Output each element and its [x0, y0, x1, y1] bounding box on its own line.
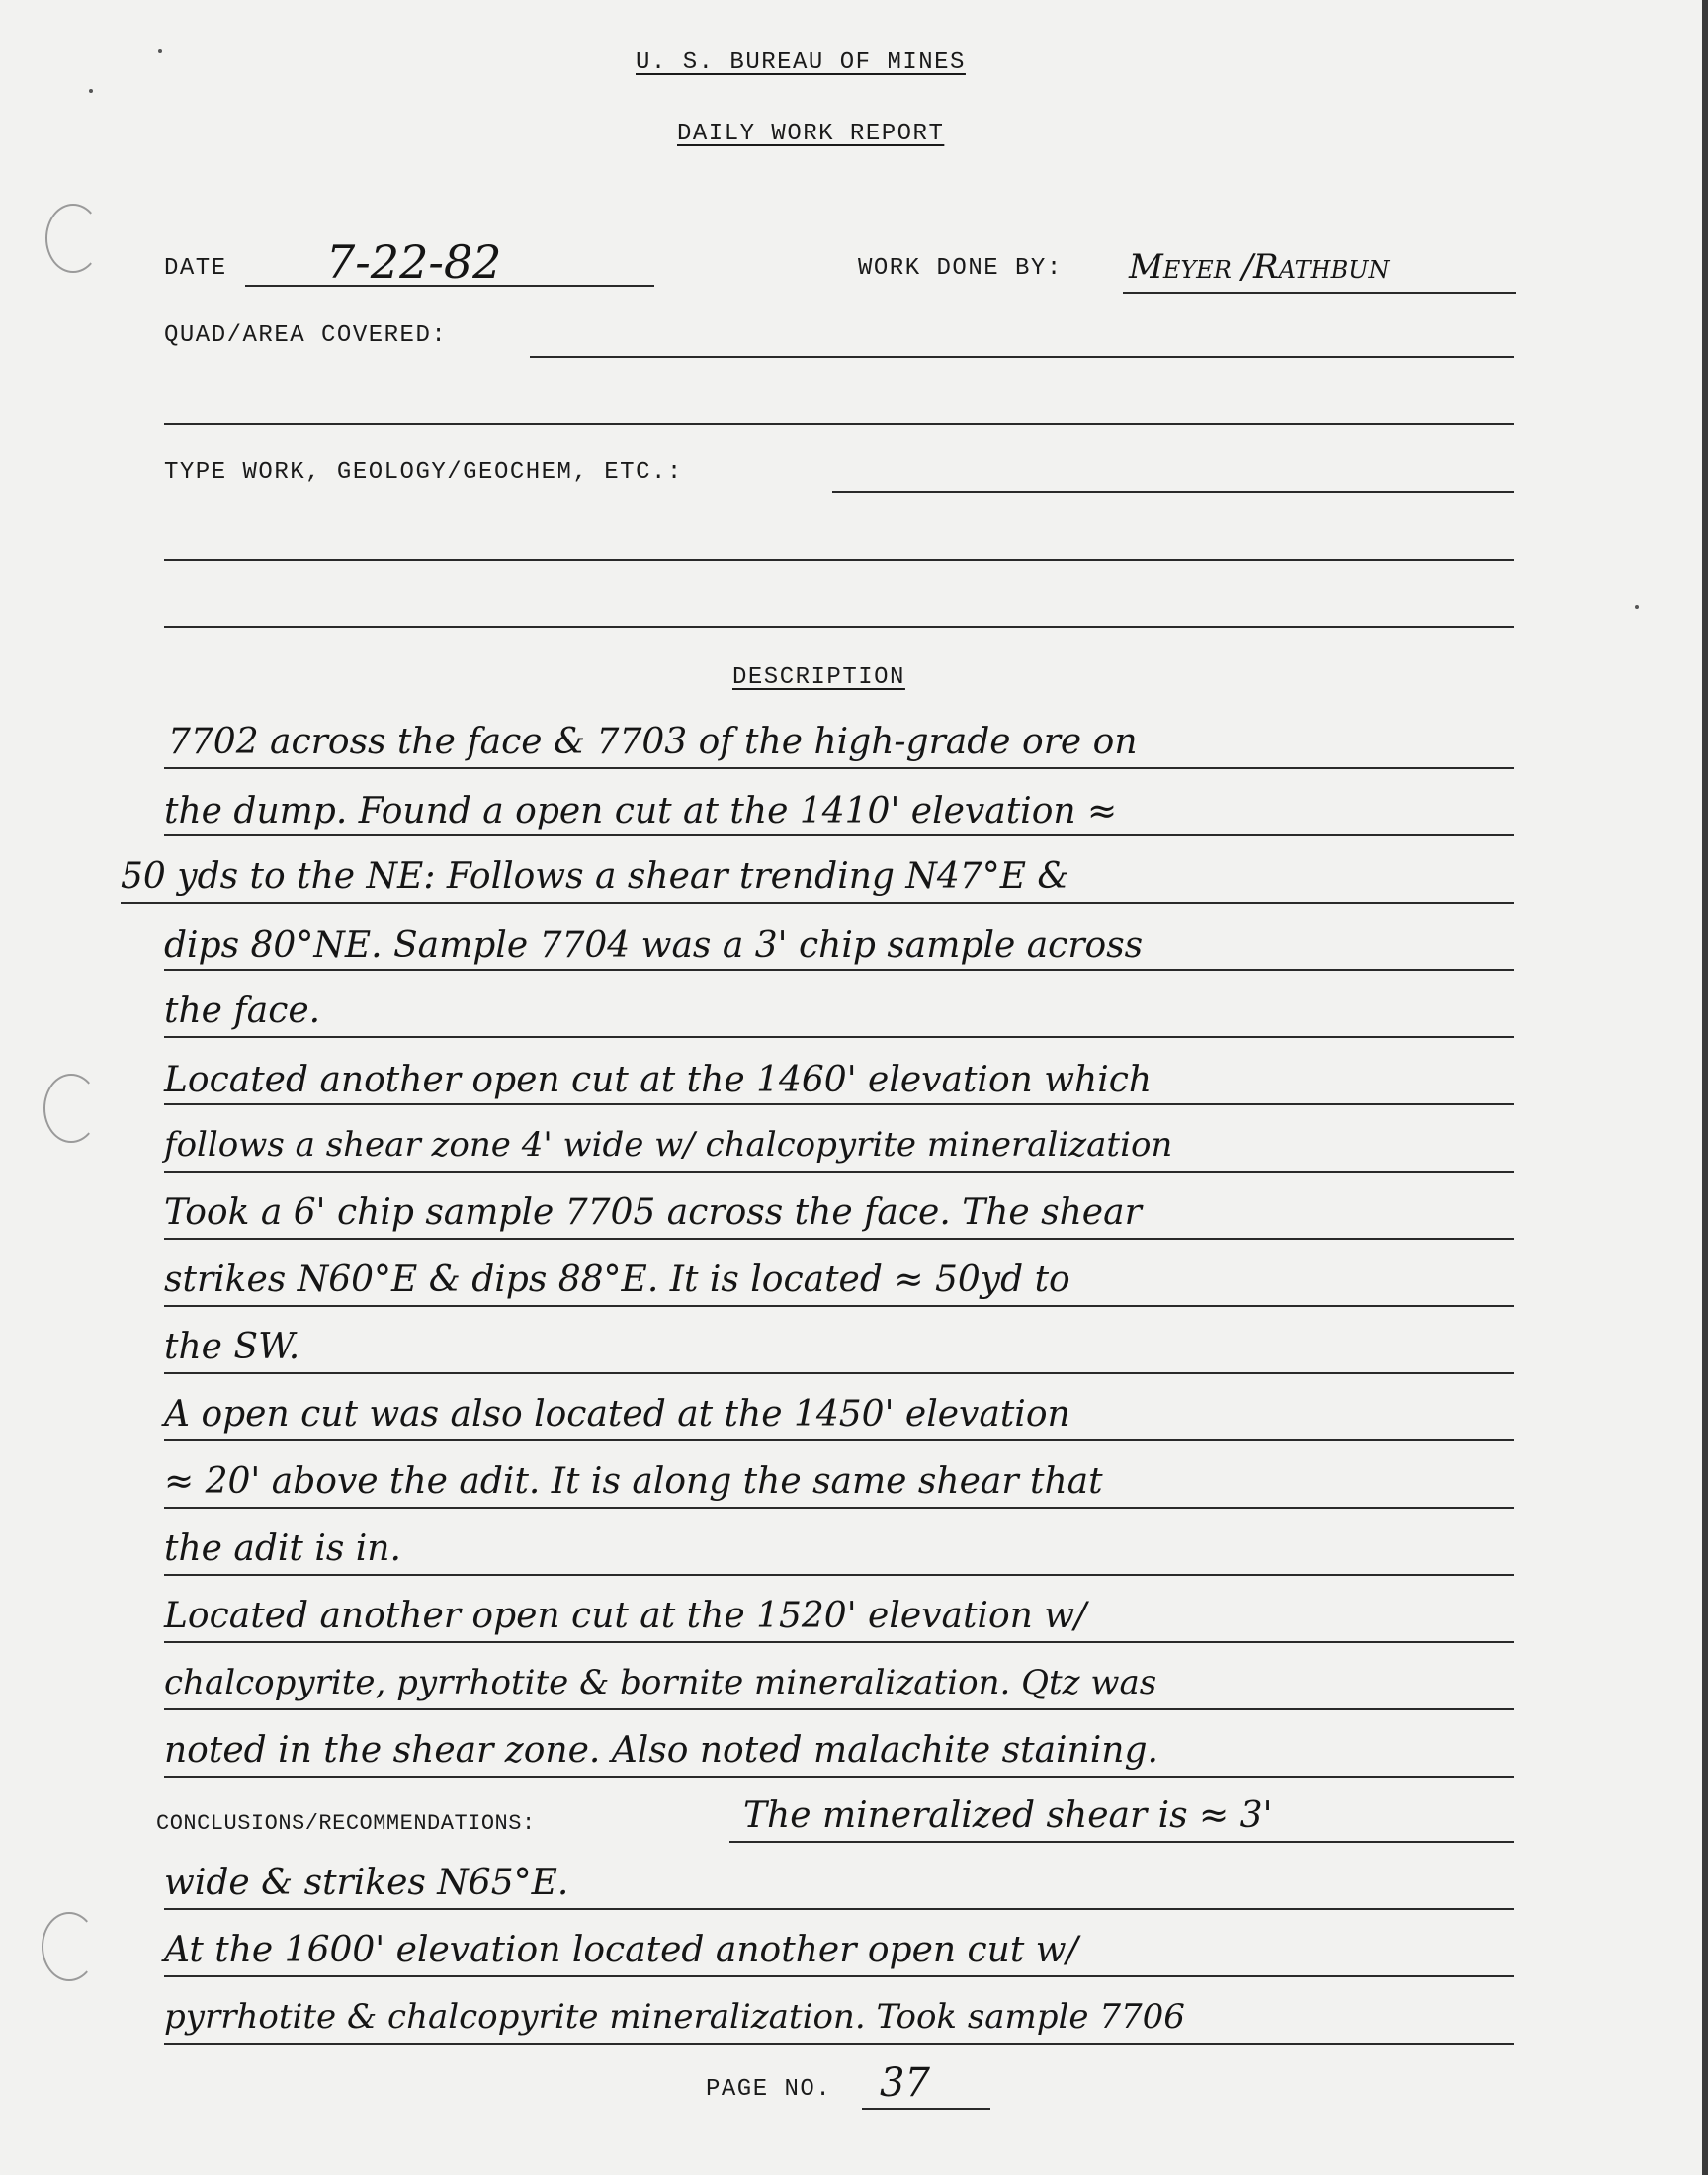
- description-line: the SW.: [164, 1327, 300, 1367]
- type-work-rule-2: [164, 559, 1514, 561]
- work-done-by-rule: [1123, 292, 1516, 294]
- description-rule: [164, 1507, 1514, 1509]
- type-work-label: TYPE WORK, GEOLOGY/GEOCHEM, ETC.:: [164, 459, 683, 485]
- description-line: Took a 6' chip sample 7705 across the face. The shear: [164, 1192, 1142, 1233]
- description-rule: [164, 969, 1514, 971]
- quad-area-rule-1: [530, 356, 1514, 358]
- page-number-rule: [862, 2108, 990, 2110]
- description-line: 50 yds to the NE: Follows a shear trending N47°E &: [121, 856, 1069, 897]
- conclusions-label: CONCLUSIONS/RECOMMENDATIONS:: [156, 1811, 536, 1836]
- description-rule: [164, 1372, 1514, 1374]
- description-heading: DESCRIPTION: [732, 664, 905, 691]
- description-line: 7702 across the face & 7703 of the high-grade ore on: [168, 722, 1138, 762]
- description-line: the adit is in.: [164, 1528, 401, 1569]
- conclusions-rule: [729, 1841, 1514, 1843]
- scan-speck: [158, 49, 162, 53]
- punch-hole-bottom: [42, 1912, 97, 1981]
- conclusions-rule: [164, 2043, 1514, 2044]
- description-rule: [121, 902, 1514, 904]
- quad-area-rule-2: [164, 423, 1514, 425]
- description-line: Located another open cut at the 1520' elevation w/: [164, 1596, 1087, 1636]
- description-rule: [164, 1238, 1514, 1240]
- scan-speck: [89, 89, 93, 93]
- description-line: dips 80°NE. Sample 7704 was a 3' chip sample across: [164, 925, 1144, 966]
- type-work-rule-3: [164, 626, 1514, 628]
- description-line: Located another open cut at the 1460' elevation which: [164, 1060, 1153, 1100]
- description-line: the face.: [164, 991, 321, 1031]
- form-title: DAILY WORK REPORT: [677, 121, 945, 147]
- description-rule: [164, 1171, 1514, 1173]
- description-rule: [164, 1641, 1514, 1643]
- description-rule: [164, 767, 1514, 769]
- description-rule: [164, 1036, 1514, 1038]
- description-line: follows a shear zone 4' wide w/ chalcopyrite mineralization: [164, 1125, 1173, 1165]
- scan-speck: [1635, 605, 1639, 609]
- page-number-label: PAGE NO.: [706, 2076, 832, 2103]
- description-rule: [164, 1439, 1514, 1441]
- page-edge: [1702, 0, 1708, 2175]
- description-line: noted in the shear zone. Also noted malachite staining.: [164, 1730, 1158, 1771]
- description-rule: [164, 1103, 1514, 1105]
- description-line: ≈ 20' above the adit. It is along the same shear that: [164, 1461, 1103, 1502]
- date-label: DATE: [164, 255, 227, 282]
- description-rule: [164, 1708, 1514, 1710]
- type-work-rule-1: [832, 491, 1514, 493]
- punch-hole-middle: [43, 1074, 99, 1143]
- description-line: the dump. Found a open cut at the 1410' elevation ≈: [164, 791, 1118, 831]
- description-rule: [164, 1776, 1514, 1778]
- conclusions-rule: [164, 1975, 1514, 1977]
- agency-title: U. S. BUREAU OF MINES: [636, 49, 966, 76]
- conclusions-line: At the 1600' elevation located another open cut w/: [164, 1930, 1078, 1970]
- punch-hole-top: [45, 204, 101, 273]
- date-value: 7-22-82: [326, 235, 502, 289]
- conclusions-line: pyrrhotite & chalcopyrite mineralization. Took sample 7706: [164, 1997, 1185, 2037]
- description-rule: [164, 1574, 1514, 1576]
- conclusions-line: The mineralized shear is ≈ 3': [743, 1795, 1273, 1836]
- conclusions-line: wide & strikes N65°E.: [164, 1863, 569, 1903]
- description-line: A open cut was also located at the 1450' elevation: [164, 1394, 1070, 1435]
- description-line: strikes N60°E & dips 88°E. It is located ≈ 50yd to: [164, 1260, 1070, 1300]
- work-done-by-value: Meyer /Rathbun: [1129, 247, 1390, 287]
- description-line: chalcopyrite, pyrrhotite & bornite mineralization. Qtz was: [164, 1663, 1157, 1702]
- conclusions-rule: [164, 1908, 1514, 1910]
- page-number-value: 37: [880, 2060, 930, 2106]
- description-rule: [164, 834, 1514, 836]
- work-done-by-label: WORK DONE BY:: [858, 255, 1063, 282]
- quad-area-label: QUAD/AREA COVERED:: [164, 322, 448, 349]
- description-rule: [164, 1305, 1514, 1307]
